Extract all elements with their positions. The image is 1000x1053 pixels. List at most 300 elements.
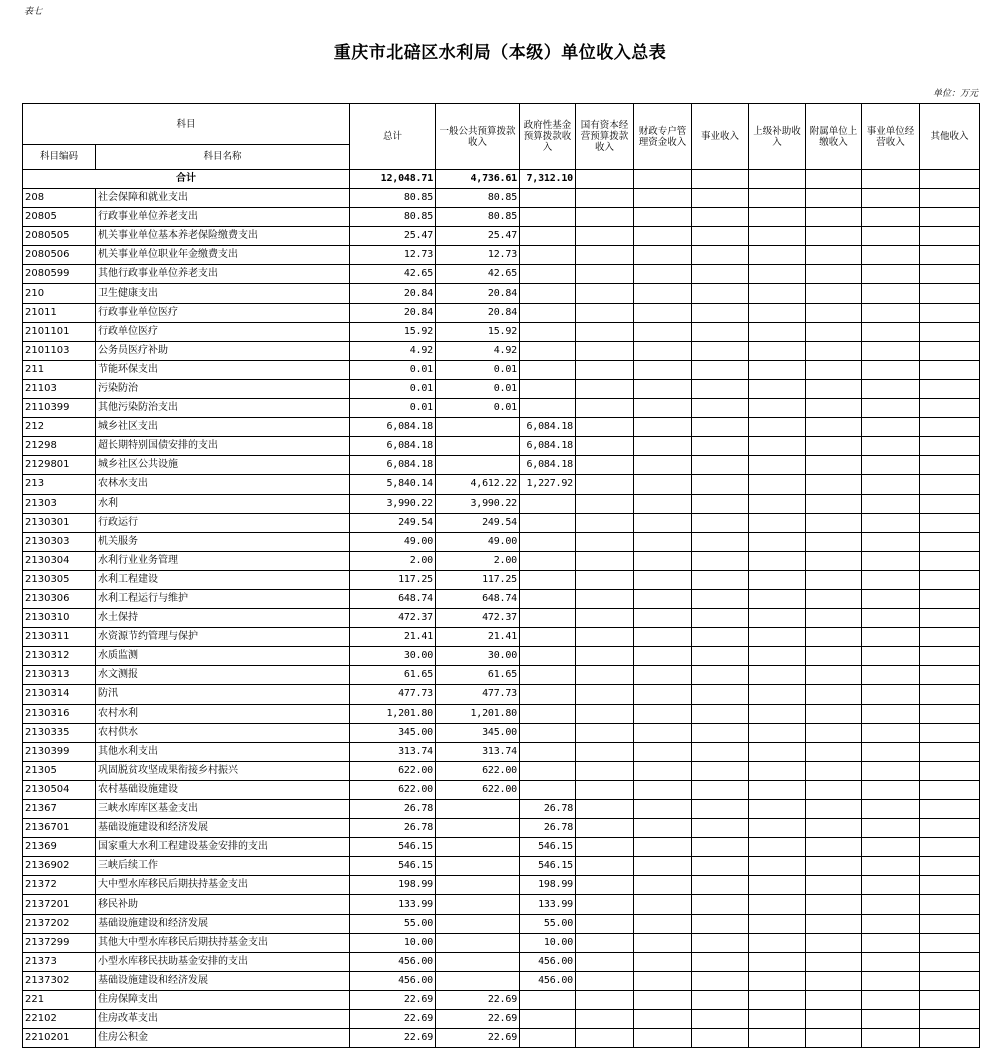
empty-cell xyxy=(749,952,806,971)
table-row xyxy=(23,609,980,628)
empty-cell xyxy=(806,952,862,971)
empty-cell xyxy=(920,666,980,685)
empty-cell xyxy=(692,685,749,704)
empty-cell xyxy=(576,914,634,933)
header-general-budget: 一般公共预算拨款收入 xyxy=(436,104,520,170)
empty-cell xyxy=(749,857,806,876)
empty-cell xyxy=(692,532,749,551)
header-total: 总计 xyxy=(350,104,436,170)
empty-cell xyxy=(692,914,749,933)
empty-cell xyxy=(576,360,634,379)
table-row xyxy=(23,647,980,666)
empty-cell xyxy=(749,704,806,723)
empty-cell xyxy=(692,666,749,685)
general-budget-cell: 313.74 xyxy=(436,742,520,761)
table-row xyxy=(23,189,980,208)
subject-code-cell: 2137202 xyxy=(23,914,96,933)
subject-name-cell: 农林水支出 xyxy=(96,475,350,494)
subject-name-cell: 公务员医疗补助 xyxy=(96,341,350,360)
header-name: 科目名称 xyxy=(96,145,350,170)
header-code: 科目编码 xyxy=(23,145,96,170)
subject-name-cell: 基础设施建设和经济发展 xyxy=(96,914,350,933)
empty-cell xyxy=(806,914,862,933)
table-row xyxy=(23,513,980,532)
subject-name-cell: 城乡社区公共设施 xyxy=(96,456,350,475)
empty-cell xyxy=(920,761,980,780)
empty-cell xyxy=(862,322,920,341)
empty-cell xyxy=(920,513,980,532)
total-cell: 55.00 xyxy=(350,914,436,933)
empty-cell xyxy=(634,742,692,761)
subject-name-cell: 小型水库移民扶助基金安排的支出 xyxy=(96,952,350,971)
header-operating: 事业单位经营收入 xyxy=(862,104,920,170)
table-row xyxy=(23,570,980,589)
general-budget-cell xyxy=(436,952,520,971)
total-cell: 622.00 xyxy=(350,780,436,799)
empty-cell xyxy=(920,952,980,971)
subject-code-cell: 2130313 xyxy=(23,666,96,685)
header-row-1 xyxy=(23,104,980,145)
general-budget-cell: 4.92 xyxy=(436,341,520,360)
empty-cell xyxy=(862,456,920,475)
empty-cell xyxy=(862,628,920,647)
empty-cell xyxy=(862,303,920,322)
general-budget-cell xyxy=(436,895,520,914)
empty-cell xyxy=(576,246,634,265)
empty-cell xyxy=(692,1029,749,1048)
empty-cell xyxy=(806,322,862,341)
empty-cell xyxy=(920,570,980,589)
general-budget-cell: 80.85 xyxy=(436,208,520,227)
subject-name-cell: 机关事业单位基本养老保险缴费支出 xyxy=(96,227,350,246)
gov-fund-cell: 198.99 xyxy=(520,876,576,895)
subject-code-cell: 221 xyxy=(23,990,96,1009)
empty-cell xyxy=(749,1010,806,1029)
empty-cell xyxy=(576,971,634,990)
empty-cell xyxy=(634,628,692,647)
general-budget-cell: 472.37 xyxy=(436,609,520,628)
table-row xyxy=(23,876,980,895)
empty-cell xyxy=(634,838,692,857)
empty-cell xyxy=(576,1010,634,1029)
empty-cell xyxy=(749,246,806,265)
empty-cell xyxy=(576,780,634,799)
empty-cell xyxy=(749,914,806,933)
total-cell: 546.15 xyxy=(350,838,436,857)
subject-name-cell: 农村水利 xyxy=(96,704,350,723)
subject-code-cell: 2137299 xyxy=(23,933,96,952)
gov-fund-cell xyxy=(520,303,576,322)
empty-cell xyxy=(576,341,634,360)
empty-cell xyxy=(806,838,862,857)
empty-cell xyxy=(692,1010,749,1029)
header-affiliated: 附属单位上缴收入 xyxy=(806,104,862,170)
gov-fund-cell xyxy=(520,551,576,570)
general-budget-cell xyxy=(436,857,520,876)
subject-name-cell: 水质监测 xyxy=(96,647,350,666)
empty-cell xyxy=(920,819,980,838)
gov-fund-cell: 6,084.18 xyxy=(520,456,576,475)
empty-cell xyxy=(806,1010,862,1029)
subject-name-cell: 行政事业单位养老支出 xyxy=(96,208,350,227)
gov-fund-cell xyxy=(520,360,576,379)
empty-cell xyxy=(692,761,749,780)
empty-cell xyxy=(692,647,749,666)
table-number-tag: 表七 xyxy=(24,7,43,17)
empty-cell xyxy=(576,494,634,513)
empty-cell xyxy=(634,456,692,475)
total-cell: 22.69 xyxy=(350,1029,436,1048)
empty-cell xyxy=(692,780,749,799)
empty-cell xyxy=(749,819,806,838)
empty-cell xyxy=(634,895,692,914)
subject-name-cell: 机关服务 xyxy=(96,532,350,551)
empty-cell xyxy=(806,341,862,360)
subject-code-cell: 2130301 xyxy=(23,513,96,532)
empty-cell xyxy=(634,418,692,437)
total-cell: 0.01 xyxy=(350,360,436,379)
gov-fund-cell xyxy=(520,742,576,761)
empty-cell xyxy=(862,551,920,570)
general-budget-cell: 22.69 xyxy=(436,1029,520,1048)
table-row xyxy=(23,857,980,876)
subject-code-cell: 2130310 xyxy=(23,609,96,628)
empty-cell xyxy=(692,857,749,876)
empty-cell xyxy=(692,838,749,857)
empty-cell xyxy=(576,704,634,723)
empty-cell xyxy=(920,589,980,608)
subject-name-cell: 其他污染防治支出 xyxy=(96,399,350,418)
general-budget-cell: 20.84 xyxy=(436,284,520,303)
total-cell: 472.37 xyxy=(350,609,436,628)
general-budget-cell: 21.41 xyxy=(436,628,520,647)
empty-cell xyxy=(576,895,634,914)
empty-cell xyxy=(862,800,920,819)
general-budget-cell: 345.00 xyxy=(436,723,520,742)
empty-cell xyxy=(749,513,806,532)
subject-name-cell: 水利行业业务管理 xyxy=(96,551,350,570)
general-budget-cell xyxy=(436,418,520,437)
subject-code-cell: 2130305 xyxy=(23,570,96,589)
empty-cell xyxy=(634,246,692,265)
subject-code-cell: 2101103 xyxy=(23,341,96,360)
empty-cell xyxy=(749,1029,806,1048)
empty-cell xyxy=(806,513,862,532)
empty-cell xyxy=(634,1010,692,1029)
general-budget-cell xyxy=(436,914,520,933)
empty-cell xyxy=(576,990,634,1009)
subject-code-cell: 2137302 xyxy=(23,971,96,990)
subject-code-cell: 2130399 xyxy=(23,742,96,761)
empty-cell xyxy=(576,456,634,475)
empty-cell xyxy=(806,723,862,742)
subject-name-cell: 基础设施建设和经济发展 xyxy=(96,971,350,990)
empty-cell xyxy=(806,647,862,666)
subject-code-cell: 21372 xyxy=(23,876,96,895)
empty-cell xyxy=(806,475,862,494)
empty-cell xyxy=(634,819,692,838)
table-row xyxy=(23,494,980,513)
total-cell: 313.74 xyxy=(350,742,436,761)
empty-cell xyxy=(692,876,749,895)
empty-cell xyxy=(862,780,920,799)
subject-code-cell: 21303 xyxy=(23,494,96,513)
subject-name-cell: 基础设施建设和经济发展 xyxy=(96,819,350,838)
header-subject: 科目 xyxy=(23,104,350,145)
total-cell: 3,990.22 xyxy=(350,494,436,513)
table-row xyxy=(23,1029,980,1048)
empty-cell xyxy=(862,284,920,303)
empty-cell xyxy=(692,341,749,360)
total-cell: 25.47 xyxy=(350,227,436,246)
total-cell: 0.01 xyxy=(350,399,436,418)
empty-cell xyxy=(692,819,749,838)
total-cell: 22.69 xyxy=(350,990,436,1009)
empty-cell xyxy=(576,227,634,246)
empty-cell xyxy=(634,780,692,799)
empty-cell xyxy=(806,532,862,551)
empty-cell xyxy=(806,933,862,952)
empty-cell xyxy=(749,723,806,742)
empty-cell xyxy=(749,189,806,208)
empty-cell xyxy=(920,609,980,628)
empty-cell xyxy=(806,990,862,1009)
empty-cell xyxy=(692,475,749,494)
empty-cell xyxy=(806,570,862,589)
total-cell: 80.85 xyxy=(350,189,436,208)
empty-cell xyxy=(862,494,920,513)
empty-cell xyxy=(634,303,692,322)
unit-label: 单位：万元 xyxy=(932,89,978,99)
empty-cell xyxy=(806,208,862,227)
total-fund: 7,312.10 xyxy=(520,170,576,189)
total-row xyxy=(23,170,980,189)
general-budget-cell: 30.00 xyxy=(436,647,520,666)
empty-cell xyxy=(692,990,749,1009)
empty-cell xyxy=(749,284,806,303)
empty-cell xyxy=(749,303,806,322)
gov-fund-cell xyxy=(520,761,576,780)
empty-cell xyxy=(806,704,862,723)
empty-cell xyxy=(749,494,806,513)
total-empty-cell xyxy=(692,170,749,189)
empty-cell xyxy=(692,704,749,723)
empty-cell xyxy=(692,246,749,265)
gov-fund-cell xyxy=(520,628,576,647)
subject-name-cell: 防汛 xyxy=(96,685,350,704)
empty-cell xyxy=(692,589,749,608)
gov-fund-cell xyxy=(520,666,576,685)
empty-cell xyxy=(634,322,692,341)
empty-cell xyxy=(806,895,862,914)
subject-name-cell: 城乡社区支出 xyxy=(96,418,350,437)
total-cell: 1,201.80 xyxy=(350,704,436,723)
subject-name-cell: 水利 xyxy=(96,494,350,513)
empty-cell xyxy=(634,857,692,876)
empty-cell xyxy=(576,570,634,589)
gov-fund-cell: 546.15 xyxy=(520,838,576,857)
total-cell: 477.73 xyxy=(350,685,436,704)
empty-cell xyxy=(576,761,634,780)
general-budget-cell: 15.92 xyxy=(436,322,520,341)
total-cell: 20.84 xyxy=(350,303,436,322)
empty-cell xyxy=(920,895,980,914)
empty-cell xyxy=(862,990,920,1009)
empty-cell xyxy=(920,647,980,666)
empty-cell xyxy=(692,971,749,990)
subject-code-cell: 213 xyxy=(23,475,96,494)
total-cell: 49.00 xyxy=(350,532,436,551)
subject-code-cell: 20805 xyxy=(23,208,96,227)
subject-code-cell: 2130312 xyxy=(23,647,96,666)
subject-code-cell: 2130311 xyxy=(23,628,96,647)
empty-cell xyxy=(920,704,980,723)
empty-cell xyxy=(920,1029,980,1048)
subject-code-cell: 2210201 xyxy=(23,1029,96,1048)
empty-cell xyxy=(862,246,920,265)
empty-cell xyxy=(576,838,634,857)
gov-fund-cell: 26.78 xyxy=(520,819,576,838)
empty-cell xyxy=(920,628,980,647)
empty-cell xyxy=(692,952,749,971)
general-budget-cell: 0.01 xyxy=(436,360,520,379)
total-cell: 456.00 xyxy=(350,971,436,990)
table-row xyxy=(23,456,980,475)
gov-fund-cell: 546.15 xyxy=(520,857,576,876)
gov-fund-cell xyxy=(520,532,576,551)
empty-cell xyxy=(806,666,862,685)
table-row xyxy=(23,246,980,265)
empty-cell xyxy=(692,303,749,322)
empty-cell xyxy=(634,990,692,1009)
total-empty-cell xyxy=(576,170,634,189)
empty-cell xyxy=(634,800,692,819)
subject-name-cell: 住房公积金 xyxy=(96,1029,350,1048)
subject-name-cell: 三峡后续工作 xyxy=(96,857,350,876)
gov-fund-cell xyxy=(520,513,576,532)
empty-cell xyxy=(862,265,920,284)
general-budget-cell: 249.54 xyxy=(436,513,520,532)
subject-name-cell: 水资源节约管理与保护 xyxy=(96,628,350,647)
total-empty-cell xyxy=(634,170,692,189)
table-row xyxy=(23,838,980,857)
empty-cell xyxy=(576,418,634,437)
general-budget-cell: 3,990.22 xyxy=(436,494,520,513)
subject-name-cell: 行政单位医疗 xyxy=(96,322,350,341)
empty-cell xyxy=(749,456,806,475)
empty-cell xyxy=(806,742,862,761)
general-budget-cell xyxy=(436,456,520,475)
empty-cell xyxy=(806,857,862,876)
general-budget-cell: 25.47 xyxy=(436,227,520,246)
empty-cell xyxy=(634,494,692,513)
empty-cell xyxy=(749,780,806,799)
empty-cell xyxy=(576,379,634,398)
empty-cell xyxy=(634,914,692,933)
empty-cell xyxy=(806,189,862,208)
subject-code-cell: 21103 xyxy=(23,379,96,398)
empty-cell xyxy=(576,475,634,494)
empty-cell xyxy=(806,971,862,990)
table-row xyxy=(23,914,980,933)
subject-name-cell: 三峡水库库区基金支出 xyxy=(96,800,350,819)
empty-cell xyxy=(634,284,692,303)
empty-cell xyxy=(749,666,806,685)
total-empty-cell xyxy=(920,170,980,189)
subject-code-cell: 21305 xyxy=(23,761,96,780)
table-row xyxy=(23,532,980,551)
empty-cell xyxy=(634,189,692,208)
gov-fund-cell: 6,084.18 xyxy=(520,437,576,456)
empty-cell xyxy=(576,551,634,570)
empty-cell xyxy=(634,570,692,589)
empty-cell xyxy=(862,838,920,857)
total-cell: 42.65 xyxy=(350,265,436,284)
empty-cell xyxy=(920,227,980,246)
total-sum: 12,048.71 xyxy=(350,170,436,189)
gov-fund-cell xyxy=(520,609,576,628)
table-row xyxy=(23,1010,980,1029)
table-row xyxy=(23,952,980,971)
empty-cell xyxy=(862,208,920,227)
gov-fund-cell: 133.99 xyxy=(520,895,576,914)
empty-cell xyxy=(862,399,920,418)
empty-cell xyxy=(634,876,692,895)
total-cell: 133.99 xyxy=(350,895,436,914)
empty-cell xyxy=(749,742,806,761)
empty-cell xyxy=(862,685,920,704)
table-row xyxy=(23,990,980,1009)
empty-cell xyxy=(920,742,980,761)
subject-name-cell: 行政运行 xyxy=(96,513,350,532)
empty-cell xyxy=(749,208,806,227)
gov-fund-cell xyxy=(520,494,576,513)
empty-cell xyxy=(806,628,862,647)
table-row xyxy=(23,933,980,952)
table-row xyxy=(23,628,980,647)
header-other: 其他收入 xyxy=(920,104,980,170)
gov-fund-cell xyxy=(520,685,576,704)
empty-cell xyxy=(862,914,920,933)
empty-cell xyxy=(806,819,862,838)
empty-cell xyxy=(692,208,749,227)
empty-cell xyxy=(920,914,980,933)
gov-fund-cell xyxy=(520,208,576,227)
table-row xyxy=(23,208,980,227)
empty-cell xyxy=(692,322,749,341)
table-row xyxy=(23,418,980,437)
empty-cell xyxy=(634,647,692,666)
table-row xyxy=(23,895,980,914)
empty-cell xyxy=(576,933,634,952)
empty-cell xyxy=(749,895,806,914)
empty-cell xyxy=(862,475,920,494)
gov-fund-cell xyxy=(520,780,576,799)
income-summary-table xyxy=(22,103,980,1048)
subject-code-cell: 2136701 xyxy=(23,819,96,838)
subject-name-cell: 移民补助 xyxy=(96,895,350,914)
empty-cell xyxy=(920,971,980,990)
empty-cell xyxy=(862,1029,920,1048)
empty-cell xyxy=(692,933,749,952)
gov-fund-cell: 456.00 xyxy=(520,971,576,990)
empty-cell xyxy=(920,800,980,819)
empty-cell xyxy=(920,723,980,742)
empty-cell xyxy=(634,399,692,418)
empty-cell xyxy=(862,647,920,666)
subject-code-cell: 2130335 xyxy=(23,723,96,742)
empty-cell xyxy=(749,418,806,437)
